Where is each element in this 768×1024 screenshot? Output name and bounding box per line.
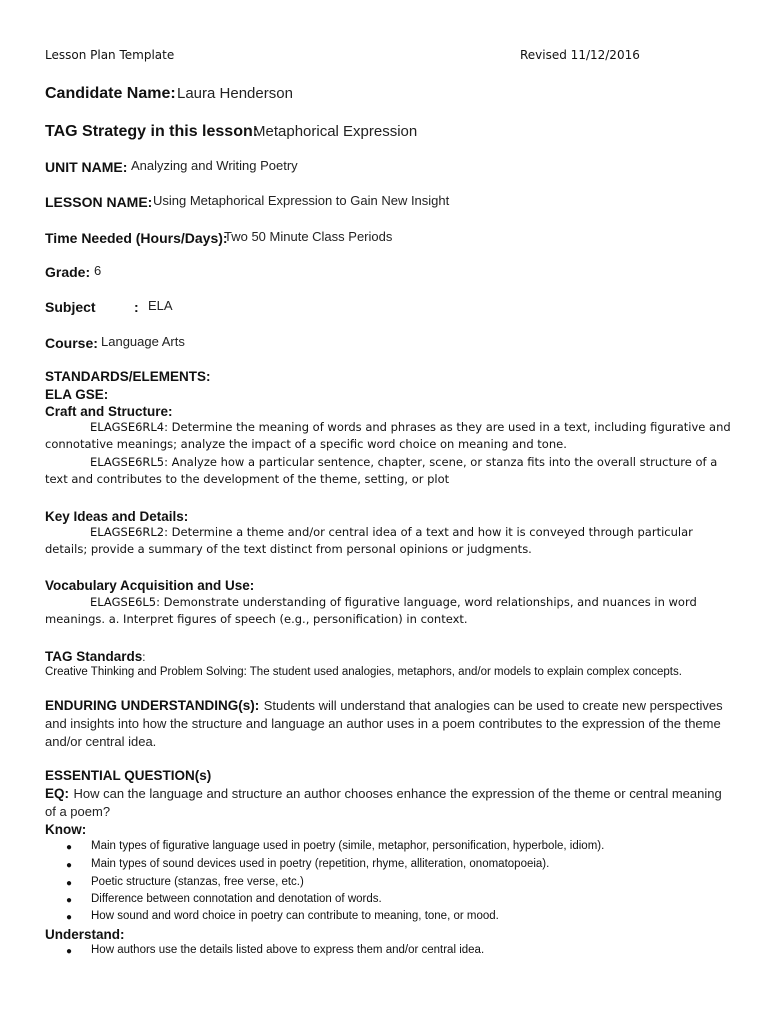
lesson-name-value: Using Metaphorical Expression to Gain New Insight bbox=[153, 193, 450, 208]
candidate-label: Candidate Name: bbox=[45, 85, 176, 102]
bullet-icon: ● bbox=[66, 878, 73, 889]
standard-rl4-line2: connotative meanings; analyze the impact of a specific word choice on meaning and tone. bbox=[45, 437, 567, 451]
know-item: Poetic structure (stanzas, free verse, etc.) bbox=[91, 876, 304, 888]
bullet-icon: ● bbox=[66, 946, 73, 957]
grade-value: 6 bbox=[94, 263, 102, 278]
enduring-line2: and insights into how the structure and language an author uses in a poem contributes to the expression of the theme bbox=[45, 716, 721, 731]
tag-standards-heading: TAG Standards bbox=[45, 649, 143, 664]
eq-line1: How can the language and structure an author chooses enhance the expression of the theme or central meaning bbox=[73, 786, 722, 801]
tag-standards-heading-wrap bbox=[45, 648, 145, 666]
candidate-value: Laura Henderson bbox=[177, 85, 293, 102]
enduring-line1: Students will understand that analogies can be used to create new perspectives bbox=[263, 698, 723, 713]
standard-rl5-line2: text and contributes to the development of the theme, setting, or plot bbox=[45, 472, 450, 486]
unit-name-label: UNIT NAME: bbox=[45, 159, 128, 175]
grade-label: Grade: bbox=[45, 264, 91, 280]
understand-item: How authors use the details listed above to express them and/or central idea. bbox=[91, 944, 485, 956]
subject-label: Subject bbox=[45, 299, 96, 315]
template-title: Lesson Plan Template bbox=[45, 48, 175, 62]
standard-rl2-line1: ELAGSE6RL2: Determine a theme and/or central idea of a text and how it is conveyed through particular bbox=[90, 525, 693, 539]
standard-l5-line2: meanings. a. Interpret figures of speech (e.g., personification) in context. bbox=[45, 612, 468, 626]
revised-date: Revised 11/12/2016 bbox=[520, 48, 640, 62]
key-ideas-heading: Key Ideas and Details: bbox=[45, 509, 189, 524]
course-value: Language Arts bbox=[101, 334, 185, 349]
bullet-icon: ● bbox=[66, 895, 73, 906]
tag-strategy-value: Metaphorical Expression bbox=[253, 123, 418, 140]
time-needed-label: Time Needed (Hours/Days): bbox=[45, 230, 228, 246]
tag-strategy-label: TAG Strategy in this lesson: bbox=[45, 123, 259, 140]
tag-standards-colon: : bbox=[142, 652, 146, 664]
tag-standards-text: Creative Thinking and Problem Solving: The student used analogies, metaphors, and/or models to explain complex concepts. bbox=[45, 666, 682, 678]
subject-colon: : bbox=[134, 299, 139, 315]
standard-rl4-line1: ELAGSE6RL4: Determine the meaning of words and phrases as they are used in a text, including figurative and bbox=[90, 420, 731, 434]
lesson-name-label: LESSON NAME: bbox=[45, 194, 153, 210]
subject-value: ELA bbox=[148, 298, 173, 313]
essential-heading: ESSENTIAL QUESTION(s) bbox=[45, 768, 212, 783]
enduring-line3: and/or central idea. bbox=[45, 734, 157, 749]
course-label: Course: bbox=[45, 335, 98, 351]
standard-rl2-line2: details; provide a summary of the text distinct from personal opinions or judgments. bbox=[45, 542, 532, 556]
eq-line2: of a poem? bbox=[45, 804, 111, 819]
standard-rl5-line1: ELAGSE6RL5: Analyze how a particular sentence, chapter, scene, or stanza fits into the overall structure of a bbox=[90, 455, 718, 469]
ela-gse-heading: ELA GSE: bbox=[45, 387, 109, 402]
eq-line1-wrap bbox=[45, 785, 722, 803]
know-item: How sound and word choice in poetry can contribute to meaning, tone, or mood. bbox=[91, 910, 499, 922]
vocab-heading: Vocabulary Acquisition and Use: bbox=[45, 578, 255, 593]
time-needed-value: Two 50 Minute Class Periods bbox=[224, 229, 393, 244]
know-label: Know: bbox=[45, 822, 87, 837]
bullet-icon: ● bbox=[66, 860, 73, 871]
enduring-line1-wrap bbox=[45, 697, 723, 715]
know-item: Difference between connotation and denotation of words. bbox=[91, 893, 382, 905]
know-item: Main types of sound devices used in poetry (repetition, rhyme, alliteration, onomatopoeia). bbox=[91, 858, 550, 870]
bullet-icon: ● bbox=[66, 842, 73, 853]
enduring-label: ENDURING UNDERSTANDING(s): bbox=[45, 698, 260, 713]
craft-structure-heading: Craft and Structure: bbox=[45, 404, 173, 419]
know-item: Main types of figurative language used in poetry (simile, metaphor, personification, hyperbole, idiom). bbox=[91, 840, 605, 852]
standards-heading: STANDARDS/ELEMENTS: bbox=[45, 369, 211, 384]
standard-l5-line1: ELAGSE6L5: Demonstrate understanding of figurative language, word relationships, and nuances in word bbox=[90, 595, 697, 609]
understand-label: Understand: bbox=[45, 927, 125, 942]
bullet-icon: ● bbox=[66, 912, 73, 923]
unit-name-value: Analyzing and Writing Poetry bbox=[131, 158, 298, 173]
eq-label: EQ: bbox=[45, 786, 70, 801]
